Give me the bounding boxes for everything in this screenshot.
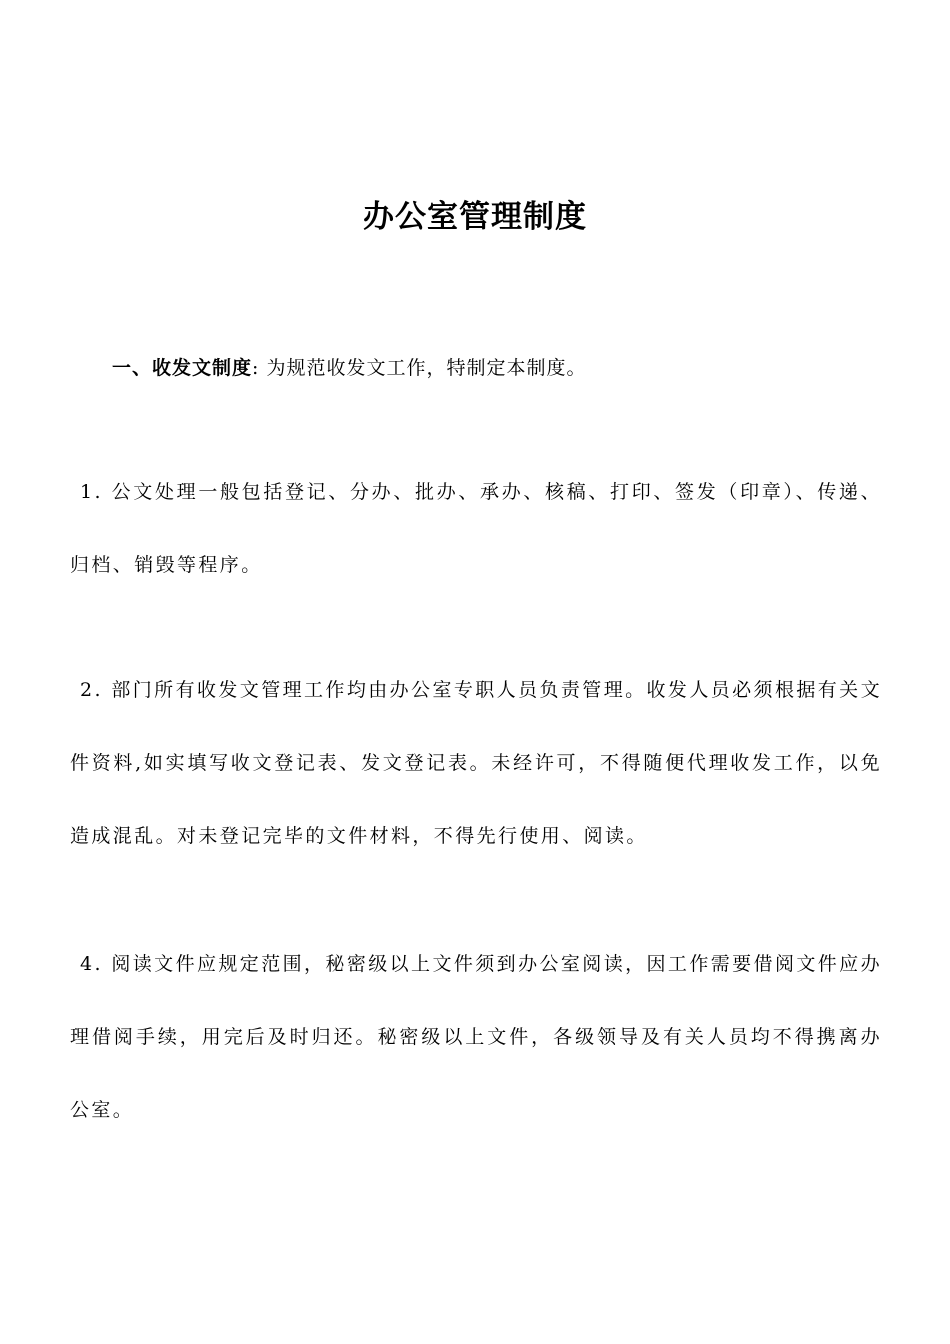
section-intro-text: 为规范收发文工作，特制定本制度。	[266, 357, 587, 379]
paragraph-item-1: 1. 公文处理一般包括登记、分办、批办、承办、核稿、打印、签发（印章）、传递、归档、销毁等程序。	[70, 481, 882, 576]
section-heading	[112, 350, 882, 386]
section-separator: :	[252, 357, 260, 379]
section-label: 一、收发文制度	[112, 357, 253, 379]
paragraph-item-4: 4. 阅读文件应规定范围，秘密级以上文件须到办公室阅读，因工作需要借阅文件应办理借阅手续，用完后及时归还。秘密级以上文件，各级领导及有关人员均不得携离办公室。	[70, 953, 882, 1121]
document-title: 办公室管理制度	[363, 199, 587, 235]
paragraph-item-2: 2. 部门所有收发文管理工作均由办公室专职人员负责管理。收发人员必须根据有关文件资料,如实填写收文登记表、发文登记表。未经许可，不得随便代理收发工作，以免造成混乱。对未登记完毕的文件材料，不得先行使用、阅读。	[70, 679, 882, 847]
